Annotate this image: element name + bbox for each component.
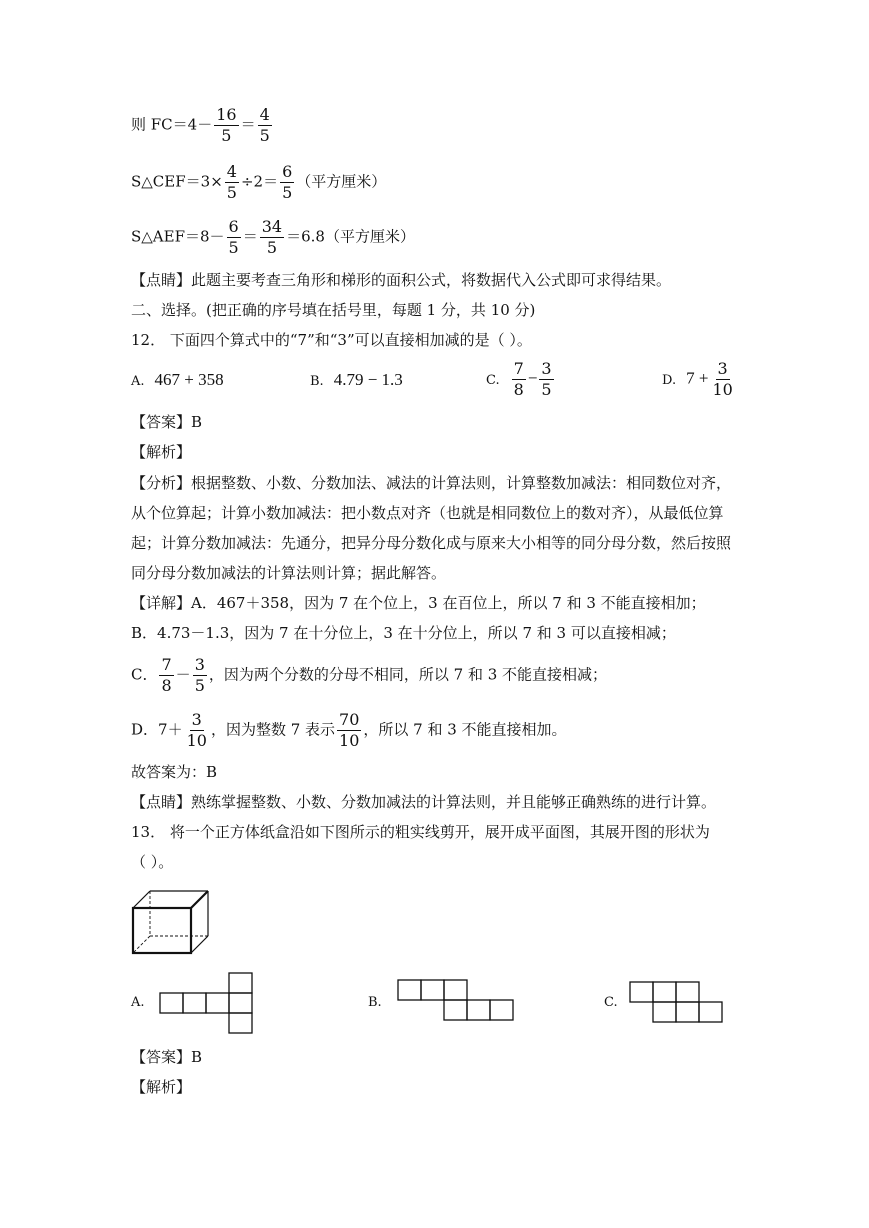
q12-detail-b: B．4.73－1.3，因为 7 在十分位上，3 在十分位上，所以 7 和 3 可以直接相减；: [131, 624, 676, 642]
numerator: 7: [513, 359, 524, 378]
calc-aef-prefix: S△AEF＝8－: [131, 227, 225, 246]
q12-stem: 12． 下面四个算式中的“7”和“3”可以直接相加减的是（ ）。: [131, 331, 532, 349]
fraction: [193, 656, 207, 695]
q12-detail-d: [131, 711, 567, 750]
q13-option-c-net[interactable]: [629, 981, 726, 1024]
fraction: [280, 163, 294, 202]
calc-fc-prefix: 则 FC＝4－: [131, 115, 213, 134]
q13-analysis-label: 【解析】: [131, 1078, 192, 1096]
numerator: 3: [541, 359, 552, 378]
detail-text: ，所以 7 和 3 不能直接相加。: [363, 720, 567, 739]
detail-text: ，因为整数 7 表示: [210, 720, 336, 739]
q12-option-b[interactable]: [310, 370, 403, 390]
q13-option-c-letter[interactable]: C.: [604, 995, 618, 1010]
q12-note: 【点睛】熟练掌握整数、小数、分数加减法的计算法则，并且能够正确熟练的进行计算。: [131, 793, 717, 811]
denominator: 5: [259, 126, 270, 145]
calc-cef-mid: ÷2＝: [240, 172, 279, 191]
q12-conclusion: 故答案为：B: [131, 763, 218, 781]
option-letter: C.: [486, 372, 500, 388]
numerator: 3: [191, 710, 202, 729]
denominator: 5: [226, 183, 237, 202]
equals: ＝: [240, 115, 256, 134]
denominator: 5: [541, 380, 552, 399]
calc-fc-line: [131, 106, 274, 145]
numerator: 34: [261, 217, 283, 236]
numerator: 3: [194, 655, 205, 674]
q13-option-a-net[interactable]: [159, 972, 254, 1034]
numerator: 6: [282, 162, 293, 181]
fraction: [225, 163, 239, 202]
q12-analysis-1: 【分析】根据整数、小数、分数加法、减法的计算法则，计算整数加减法：相同数位对齐，: [131, 474, 732, 492]
fraction: [539, 360, 553, 399]
numerator: 4: [226, 162, 237, 181]
option-letter: D.: [662, 372, 677, 388]
denominator: 5: [194, 676, 205, 695]
detail-text: D．7＋: [131, 720, 183, 739]
option-letter: A.: [131, 374, 145, 389]
option-letter: B.: [310, 374, 324, 389]
denominator: 10: [712, 380, 733, 399]
fraction: [710, 360, 734, 399]
q13-option-a-letter[interactable]: A.: [131, 995, 145, 1010]
calc-cef-line: [131, 163, 386, 202]
q13-option-b-net[interactable]: [397, 979, 516, 1022]
equals: ＝: [242, 227, 258, 246]
calc-aef-line: [131, 218, 415, 257]
operator: −: [527, 368, 538, 388]
numerator: 4: [259, 105, 270, 124]
denominator: 10: [339, 731, 360, 750]
denominator: 10: [186, 731, 207, 750]
q13-option-b-letter[interactable]: B.: [368, 995, 382, 1010]
fraction: [159, 656, 173, 695]
q13-stem-1: 13． 将一个正方体纸盒沿如下图所示的粗实线剪开，展开成平面图，其展开图的形状为: [131, 823, 710, 841]
numerator: 16: [216, 105, 237, 124]
fraction: [512, 360, 526, 399]
calc-aef-tail: ＝6.8: [286, 227, 325, 246]
denominator: 5: [221, 126, 232, 145]
q12-answer: 【答案】B: [131, 413, 203, 431]
q12-option-c[interactable]: [486, 360, 556, 399]
option-expression: 7 +: [686, 368, 709, 388]
detail-text: ，因为两个分数的分母不相同，所以 7 和 3 不能直接相减；: [208, 665, 608, 684]
q13-answer: 【答案】B: [131, 1048, 203, 1066]
fraction: [337, 711, 361, 750]
numerator: 6: [228, 217, 239, 236]
fraction: [260, 218, 284, 257]
numerator: 70: [339, 710, 360, 729]
denominator: 5: [282, 183, 293, 202]
cut-edge: [191, 891, 208, 908]
operator: －: [175, 665, 191, 684]
fraction: [258, 106, 272, 145]
note-1: 【点睛】此题主要考查三角形和梯形的面积公式，将数据代入公式即可求得结果。: [131, 271, 672, 289]
option-expression: 467 + 358: [154, 370, 224, 389]
denominator: 5: [266, 238, 278, 257]
edge: [191, 936, 208, 953]
q12-detail-c: [131, 656, 607, 695]
fraction: [227, 218, 241, 257]
q12-option-d[interactable]: [662, 360, 737, 399]
q12-option-a[interactable]: [131, 370, 224, 390]
q12-analysis-3: 起；计算分数加减法：先通分，把异分母分数化成与原来大小相等的同分母分数，然后按照: [131, 534, 732, 552]
detail-letter: C．: [131, 665, 158, 684]
numerator: 3: [717, 359, 728, 378]
q12-analysis-4: 同分母分数加减法的计算法则计算；据此解答。: [131, 564, 447, 582]
q13-stem-2: （ ）。: [131, 853, 174, 871]
q12-analysis-label: 【解析】: [131, 443, 192, 461]
q12-detail-a: 【详解】A．467＋358，因为 7 在个位上，3 在百位上，所以 7 和 3 不能直接相加；: [131, 594, 706, 612]
q12-analysis-2: 从个位算起；计算小数加减法：把小数点对齐（也就是相同数位上的数对齐），从最低位算: [131, 504, 724, 522]
denominator: 5: [228, 238, 239, 257]
hidden-edge: [133, 936, 150, 953]
unit-label: （平方厘米）: [324, 227, 415, 246]
denominator: 8: [513, 380, 524, 399]
numerator: 7: [161, 655, 172, 674]
fraction: [185, 711, 209, 750]
denominator: 8: [161, 676, 172, 695]
cube-figure: [130, 888, 215, 958]
unit-label: （平方厘米）: [296, 172, 387, 191]
option-expression: 4.79 − 1.3: [333, 370, 403, 389]
section-2-heading: 二、选择。(把正确的序号填在括号里，每题 1 分，共 10 分): [131, 301, 536, 319]
edge: [133, 891, 150, 908]
fraction: [214, 106, 238, 145]
front-face: [133, 908, 191, 953]
calc-cef-prefix: S△CEF＝3×: [131, 172, 223, 191]
